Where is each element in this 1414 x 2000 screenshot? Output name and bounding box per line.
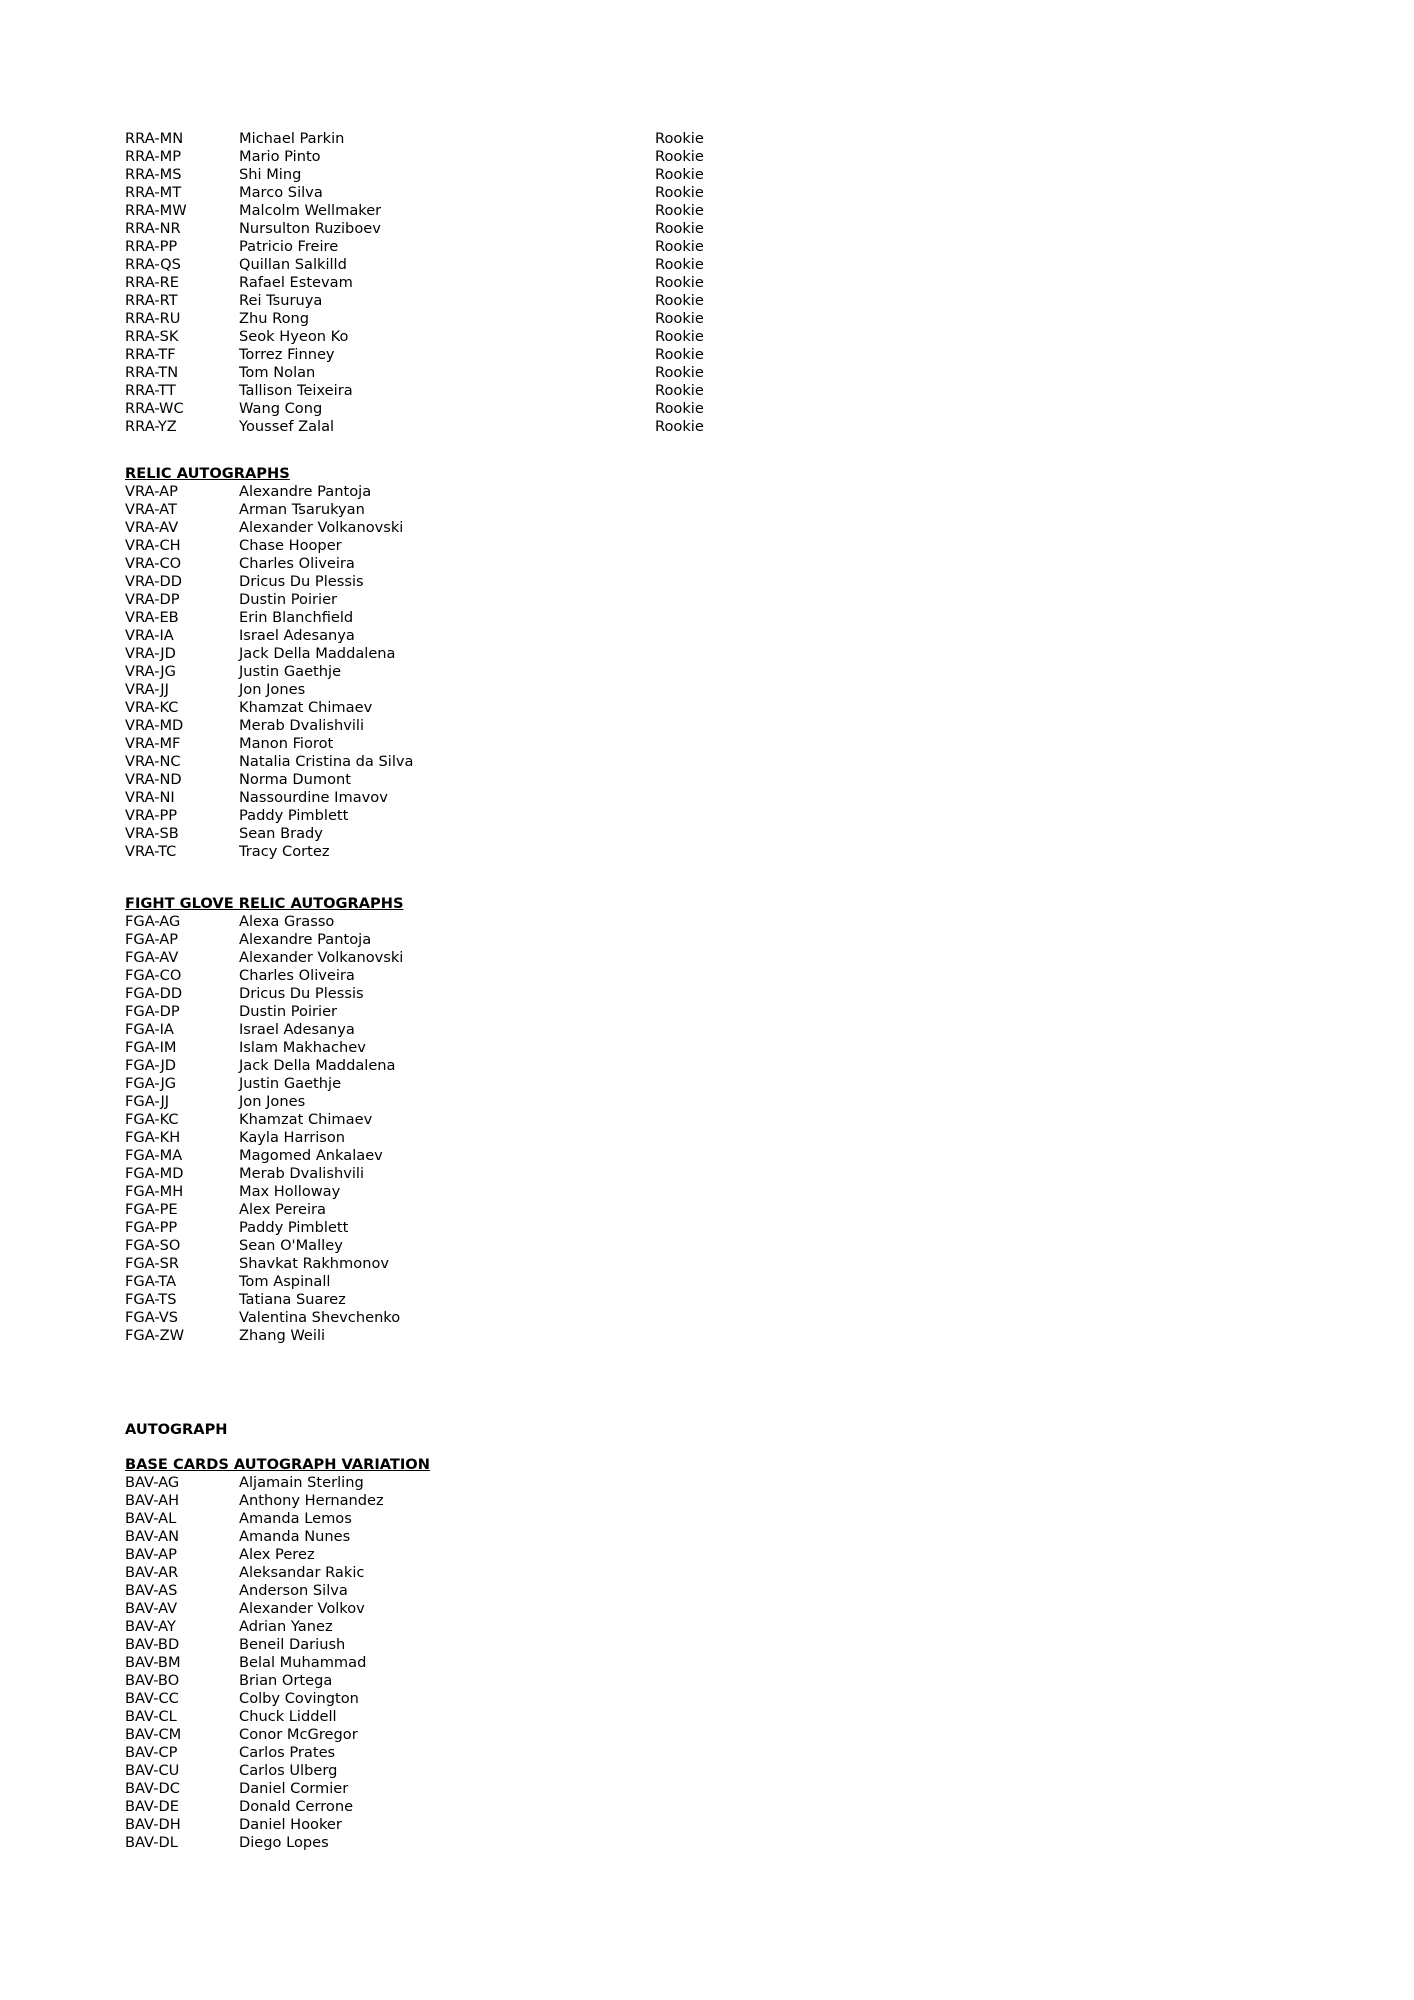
player-name: Malcolm Wellmaker [239, 202, 382, 219]
card-code: RRA-TF [125, 346, 176, 363]
card-code: RRA-TN [125, 364, 179, 381]
card-code: RRA-YZ [125, 418, 177, 435]
card-code: VRA-ND [125, 771, 182, 788]
list-item [125, 1255, 825, 1273]
player-name: Dustin Poirier [239, 1003, 338, 1020]
list-item [125, 1726, 825, 1744]
list-item [125, 985, 825, 1003]
list-item [125, 166, 825, 184]
card-code: FGA-ZW [125, 1327, 185, 1344]
list-item [125, 202, 825, 220]
card-code: BAV-BM [125, 1654, 181, 1671]
player-name: Anderson Silva [239, 1582, 348, 1599]
card-code: VRA-MF [125, 735, 181, 752]
player-name: Tatiana Suarez [239, 1291, 346, 1308]
list-item [125, 130, 825, 148]
card-code: VRA-NC [125, 753, 181, 770]
player-name: Magomed Ankalaev [239, 1147, 383, 1164]
player-name: Natalia Cristina da Silva [239, 753, 414, 770]
player-name: Dricus Du Plessis [239, 985, 364, 1002]
list-item [125, 555, 825, 573]
player-name: Tom Aspinall [239, 1273, 331, 1290]
player-name: Conor McGregor [239, 1726, 358, 1743]
card-code: RRA-MT [125, 184, 182, 201]
list-item [125, 1003, 825, 1021]
rookie-tag: Rookie [655, 184, 704, 201]
card-code: RRA-NR [125, 220, 181, 237]
player-name: Alex Pereira [239, 1201, 326, 1218]
card-code: BAV-DH [125, 1816, 181, 1833]
list-item [125, 1093, 825, 1111]
player-name: Norma Dumont [239, 771, 351, 788]
card-code: FGA-AV [125, 949, 179, 966]
player-name: Tallison Teixeira [239, 382, 353, 399]
player-name: Erin Blanchfield [239, 609, 354, 626]
card-code: VRA-JD [125, 645, 176, 662]
card-code: FGA-SO [125, 1237, 181, 1254]
card-code: BAV-DL [125, 1834, 178, 1851]
player-name: Michael Parkin [239, 130, 345, 147]
player-name: Khamzat Chimaev [239, 699, 373, 716]
card-code: VRA-JG [125, 663, 176, 680]
list-item [125, 1309, 825, 1327]
card-code: VRA-KC [125, 699, 179, 716]
card-code: BAV-AL [125, 1510, 177, 1527]
list-item [125, 1165, 825, 1183]
card-code: FGA-PE [125, 1201, 178, 1218]
list-item [125, 681, 825, 699]
card-code: VRA-SB [125, 825, 179, 842]
card-code: FGA-MH [125, 1183, 184, 1200]
list-item [125, 1654, 825, 1672]
player-name: Jack Della Maddalena [239, 645, 396, 662]
player-name: Paddy Pimblett [239, 1219, 349, 1236]
player-name: Sean Brady [239, 825, 323, 842]
card-code: BAV-AV [125, 1600, 178, 1617]
player-name: Mario Pinto [239, 148, 321, 165]
player-name: Sean O'Malley [239, 1237, 343, 1254]
card-code: BAV-AS [125, 1582, 178, 1599]
player-name: Youssef Zalal [239, 418, 335, 435]
rookie-tag: Rookie [655, 418, 704, 435]
player-name: Kayla Harrison [239, 1129, 346, 1146]
player-name: Daniel Hooker [239, 1816, 342, 1833]
player-name: Brian Ortega [239, 1672, 333, 1689]
list-item [125, 1834, 825, 1852]
card-code: RRA-QS [125, 256, 181, 273]
list-item [125, 949, 825, 967]
card-code: FGA-MD [125, 1165, 184, 1182]
card-code: VRA-DD [125, 573, 182, 590]
player-name: Alexander Volkov [239, 1600, 365, 1617]
list-item [125, 663, 825, 681]
list-item [125, 1492, 825, 1510]
list-item [125, 1183, 825, 1201]
player-name: Alexandre Pantoja [239, 931, 372, 948]
list-item [125, 1129, 825, 1147]
list-item [125, 148, 825, 166]
player-name: Dricus Du Plessis [239, 573, 364, 590]
player-name: Alex Perez [239, 1546, 315, 1563]
list-item [125, 1672, 825, 1690]
player-name: Aleksandar Rakic [239, 1564, 365, 1581]
card-code: FGA-IM [125, 1039, 177, 1056]
list-item [125, 753, 825, 771]
card-code: RRA-SK [125, 328, 179, 345]
list-item [125, 1111, 825, 1129]
card-code: VRA-PP [125, 807, 178, 824]
relic-autographs-section [125, 465, 825, 861]
rookie-tag: Rookie [655, 202, 704, 219]
card-code: FGA-AP [125, 931, 179, 948]
card-code: VRA-NI [125, 789, 175, 806]
card-code: RRA-TT [125, 382, 176, 399]
card-code: FGA-DD [125, 985, 183, 1002]
list-item [125, 400, 825, 418]
card-code: BAV-AN [125, 1528, 180, 1545]
list-item [125, 645, 825, 663]
player-name: Patricio Freire [239, 238, 339, 255]
list-item [125, 967, 825, 985]
list-item [125, 1564, 825, 1582]
list-item [125, 1546, 825, 1564]
list-item [125, 184, 825, 202]
list-item [125, 735, 825, 753]
player-name: Merab Dvalishvili [239, 1165, 364, 1182]
card-code: RRA-RE [125, 274, 179, 291]
list-item [125, 1021, 825, 1039]
category-heading: AUTOGRAPH [125, 1421, 228, 1438]
player-name: Manon Fiorot [239, 735, 334, 752]
player-name: Tracy Cortez [239, 843, 330, 860]
player-name: Adrian Yanez [239, 1618, 333, 1635]
list-item [125, 418, 825, 436]
list-item [125, 913, 825, 931]
list-item [125, 256, 825, 274]
card-code: BAV-DE [125, 1798, 179, 1815]
card-code: FGA-AG [125, 913, 181, 930]
card-code: BAV-CC [125, 1690, 179, 1707]
list-item [125, 519, 825, 537]
list-item [125, 1528, 825, 1546]
player-name: Marco Silva [239, 184, 323, 201]
player-name: Alexander Volkanovski [239, 519, 404, 536]
player-name: Aljamain Sterling [239, 1474, 364, 1491]
player-name: Chuck Liddell [239, 1708, 337, 1725]
rookie-tag: Rookie [655, 400, 704, 417]
list-item [125, 1237, 825, 1255]
player-name: Justin Gaethje [239, 1075, 342, 1092]
fight-glove-relic-autographs-list [125, 913, 825, 1345]
card-code: FGA-IA [125, 1021, 174, 1038]
player-name: Charles Oliveira [239, 967, 355, 984]
player-name: Chase Hooper [239, 537, 342, 554]
rookie-tag: Rookie [655, 166, 704, 183]
card-code: RRA-PP [125, 238, 178, 255]
list-item [125, 807, 825, 825]
player-name: Beneil Dariush [239, 1636, 346, 1653]
player-name: Charles Oliveira [239, 555, 355, 572]
player-name: Khamzat Chimaev [239, 1111, 373, 1128]
card-code: BAV-AP [125, 1546, 177, 1563]
list-item [125, 1744, 825, 1762]
card-code: BAV-AR [125, 1564, 179, 1581]
card-code: VRA-AT [125, 501, 177, 518]
rookie-tag: Rookie [655, 220, 704, 237]
player-name: Zhu Rong [239, 310, 310, 327]
list-item [125, 771, 825, 789]
rookie-tag: Rookie [655, 292, 704, 309]
base-cards-autograph-variation-list [125, 1474, 825, 1852]
list-item [125, 931, 825, 949]
card-code: FGA-TS [125, 1291, 177, 1308]
player-name: Jon Jones [239, 1093, 306, 1110]
list-item [125, 1201, 825, 1219]
player-name: Colby Covington [239, 1690, 359, 1707]
list-item [125, 1816, 825, 1834]
card-code: BAV-AY [125, 1618, 176, 1635]
list-item [125, 1762, 825, 1780]
player-name: Anthony Hernandez [239, 1492, 384, 1509]
list-item [125, 1708, 825, 1726]
player-name: Rei Tsuruya [239, 292, 323, 309]
list-item [125, 1147, 825, 1165]
card-code: BAV-CP [125, 1744, 178, 1761]
player-name: Alexa Grasso [239, 913, 335, 930]
card-code: FGA-JD [125, 1057, 176, 1074]
list-item [125, 328, 825, 346]
list-item [125, 843, 825, 861]
player-name: Zhang Weili [239, 1327, 326, 1344]
player-name: Islam Makhachev [239, 1039, 366, 1056]
rookie-tag: Rookie [655, 148, 704, 165]
list-item [125, 382, 825, 400]
player-name: Donald Cerrone [239, 1798, 354, 1815]
rookie-autographs-section [125, 130, 825, 436]
list-item [125, 717, 825, 735]
card-code: BAV-CU [125, 1762, 180, 1779]
card-code: BAV-BO [125, 1672, 180, 1689]
card-code: VRA-JJ [125, 681, 169, 698]
player-name: Tom Nolan [239, 364, 316, 381]
section-heading: RELIC AUTOGRAPHS [125, 465, 290, 482]
card-code: BAV-AG [125, 1474, 180, 1491]
player-name: Arman Tsarukyan [239, 501, 365, 518]
player-name: Quillan Salkilld [239, 256, 347, 273]
player-name: Wang Cong [239, 400, 323, 417]
list-item [125, 1219, 825, 1237]
list-item [125, 1327, 825, 1345]
fight-glove-relic-autographs-section [125, 895, 825, 1345]
card-code: VRA-CO [125, 555, 182, 572]
card-code: FGA-DP [125, 1003, 180, 1020]
list-item [125, 1510, 825, 1528]
list-item [125, 364, 825, 382]
player-name: Nursulton Ruziboev [239, 220, 381, 237]
section-heading: FIGHT GLOVE RELIC AUTOGRAPHS [125, 895, 404, 912]
list-item [125, 1057, 825, 1075]
rookie-tag: Rookie [655, 382, 704, 399]
card-code: FGA-CO [125, 967, 182, 984]
player-name: Rafael Estevam [239, 274, 353, 291]
card-code: BAV-CL [125, 1708, 177, 1725]
list-item [125, 501, 825, 519]
card-code: FGA-KC [125, 1111, 179, 1128]
list-item [125, 627, 825, 645]
rookie-tag: Rookie [655, 274, 704, 291]
card-code: VRA-MD [125, 717, 184, 734]
card-code: VRA-EB [125, 609, 179, 626]
list-item [125, 220, 825, 238]
card-code: VRA-AP [125, 483, 178, 500]
list-item [125, 1636, 825, 1654]
card-code: FGA-MA [125, 1147, 183, 1164]
player-name: Paddy Pimblett [239, 807, 349, 824]
list-item [125, 825, 825, 843]
card-code: RRA-RU [125, 310, 181, 327]
rookie-tag: Rookie [655, 130, 704, 147]
card-code: FGA-SR [125, 1255, 180, 1272]
player-name: Carlos Ulberg [239, 1762, 338, 1779]
list-item [125, 609, 825, 627]
list-item [125, 537, 825, 555]
card-code: FGA-PP [125, 1219, 178, 1236]
card-code: BAV-CM [125, 1726, 182, 1743]
card-code: FGA-JJ [125, 1093, 170, 1110]
player-name: Merab Dvalishvili [239, 717, 364, 734]
list-item [125, 346, 825, 364]
player-name: Israel Adesanya [239, 627, 355, 644]
card-code: RRA-MP [125, 148, 182, 165]
list-item [125, 483, 825, 501]
list-item [125, 274, 825, 292]
card-code: FGA-VS [125, 1309, 179, 1326]
player-name: Amanda Nunes [239, 1528, 351, 1545]
rookie-tag: Rookie [655, 346, 704, 363]
player-name: Dustin Poirier [239, 591, 338, 608]
player-name: Jack Della Maddalena [239, 1057, 396, 1074]
card-code: FGA-KH [125, 1129, 181, 1146]
rookie-tag: Rookie [655, 238, 704, 255]
list-item [125, 1039, 825, 1057]
player-name: Nassourdine Imavov [239, 789, 388, 806]
player-name: Amanda Lemos [239, 1510, 352, 1527]
player-name: Torrez Finney [239, 346, 335, 363]
player-name: Diego Lopes [239, 1834, 329, 1851]
rookie-tag: Rookie [655, 328, 704, 345]
player-name: Alexander Volkanovski [239, 949, 404, 966]
player-name: Max Holloway [239, 1183, 341, 1200]
card-code: RRA-MW [125, 202, 187, 219]
list-item [125, 238, 825, 256]
list-item [125, 1780, 825, 1798]
card-code: FGA-JG [125, 1075, 177, 1092]
card-code: BAV-BD [125, 1636, 180, 1653]
card-code: BAV-AH [125, 1492, 180, 1509]
list-item [125, 310, 825, 328]
list-item [125, 1273, 825, 1291]
player-name: Shi Ming [239, 166, 302, 183]
base-cards-autograph-variation-section [125, 1456, 825, 1852]
card-code: FGA-TA [125, 1273, 177, 1290]
card-code: RRA-MN [125, 130, 184, 147]
card-code: VRA-TC [125, 843, 177, 860]
list-item [125, 1582, 825, 1600]
list-item [125, 789, 825, 807]
card-code: VRA-IA [125, 627, 174, 644]
rookie-tag: Rookie [655, 310, 704, 327]
player-name: Alexandre Pantoja [239, 483, 372, 500]
list-item [125, 1291, 825, 1309]
card-code: BAV-DC [125, 1780, 180, 1797]
player-name: Daniel Cormier [239, 1780, 349, 1797]
card-code: RRA-WC [125, 400, 184, 417]
card-code: VRA-CH [125, 537, 181, 554]
list-item [125, 573, 825, 591]
rookie-tag: Rookie [655, 256, 704, 273]
card-code: RRA-MS [125, 166, 182, 183]
list-item [125, 1798, 825, 1816]
list-item [125, 1474, 825, 1492]
rookie-tag: Rookie [655, 364, 704, 381]
player-name: Seok Hyeon Ko [239, 328, 349, 345]
card-code: VRA-AV [125, 519, 179, 536]
list-item [125, 1600, 825, 1618]
player-name: Belal Muhammad [239, 1654, 367, 1671]
list-item [125, 1690, 825, 1708]
player-name: Valentina Shevchenko [239, 1309, 401, 1326]
card-code: VRA-DP [125, 591, 180, 608]
player-name: Jon Jones [239, 681, 306, 698]
list-item [125, 699, 825, 717]
list-item [125, 1618, 825, 1636]
player-name: Justin Gaethje [239, 663, 342, 680]
relic-autographs-list [125, 483, 825, 861]
player-name: Carlos Prates [239, 1744, 336, 1761]
list-item [125, 591, 825, 609]
section-heading: BASE CARDS AUTOGRAPH VARIATION [125, 1456, 430, 1473]
card-code: RRA-RT [125, 292, 178, 309]
list-item [125, 1075, 825, 1093]
list-item [125, 292, 825, 310]
autograph-category [125, 1421, 825, 1439]
player-name: Shavkat Rakhmonov [239, 1255, 390, 1272]
player-name: Israel Adesanya [239, 1021, 355, 1038]
